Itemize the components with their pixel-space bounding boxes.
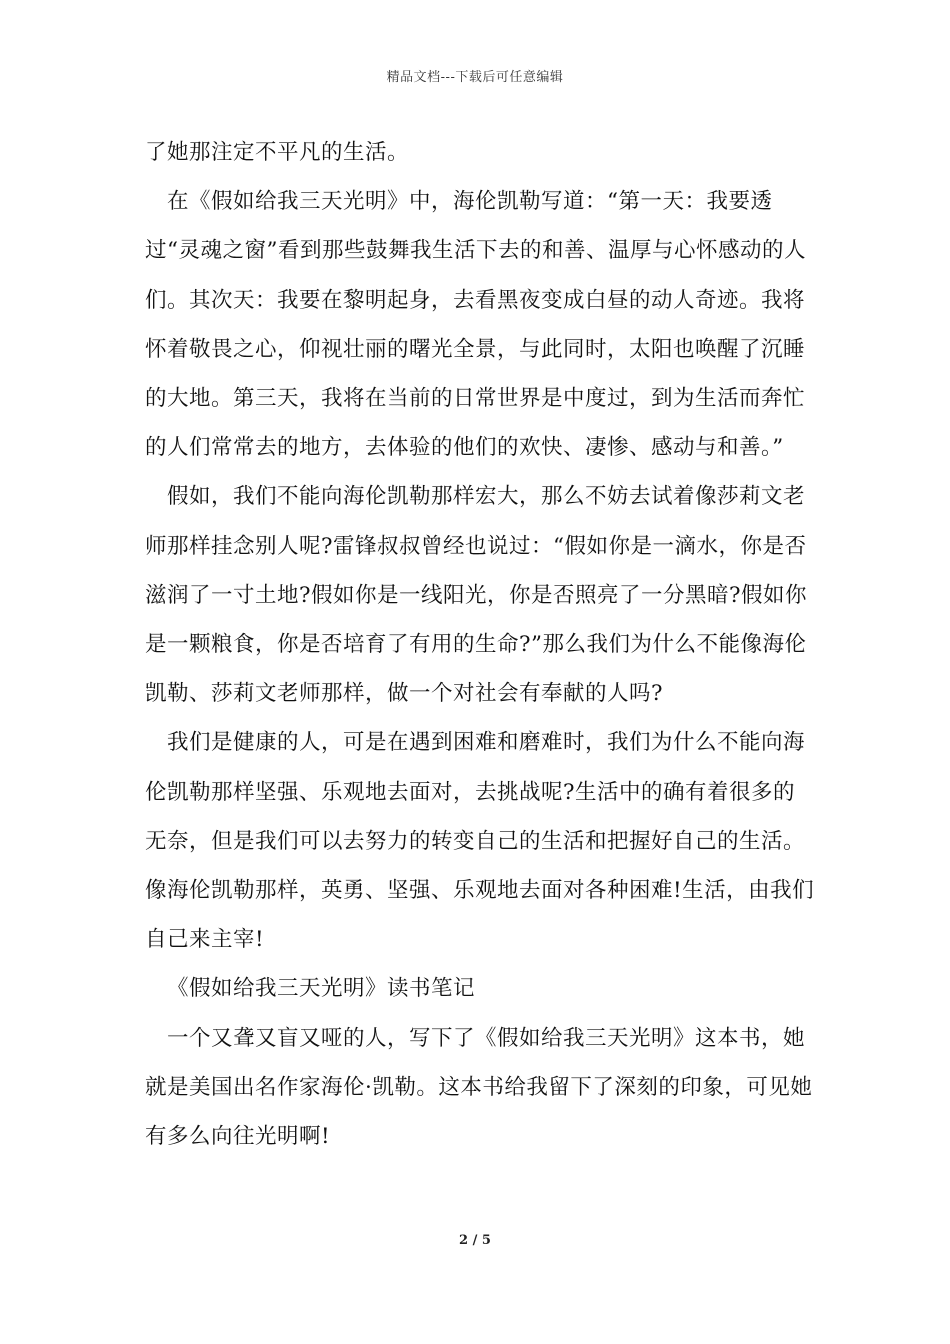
paragraph-sullivan-leifeng: 假如，我们不能向海伦凯勒那样宏大，那么不妨去试着像莎莉文老师那样挂念别人呢?雷锋叔叔曾经也说过：“假如你是一滴水，你是否滋润了一寸土地?假如你是一线阳光，你是否照亮了一分黑暗?假如你是一颗粮食，你是否培育了有用的生命?”那么我们为什么不能像海伦凯勒、莎莉文老师那样，做一个对社会有奉献的人吗? (145, 484, 808, 707)
paragraph-quote-three-days: 在《假如给我三天光明》中，海伦凯勒写道：“第一天：我要透过“灵魂之窗”看到那些鼓舞我生活下去的和善、温厚与心怀感动的人们。其次天：我要在黎明起身，去看黑夜变成白昼的动人奇迹。我将怀着敬畏之心，仰视壮丽的曙光全景，与此同时，太阳也唤醒了沉睡的大地。第三天，我将在当前的日常世界是中度过，到为生活而奔忙的人们常常去的地方，去体验的他们的欢快、凄惨、感动与和善。” (145, 189, 806, 461)
paragraph-healthy-people: 我们是健康的人，可是在遇到困难和磨难时，我们为什么不能向海伦凯勒那样坚强、乐观地去面对，去挑战呢?生活中的确有着很多的无奈，但是我们可以去努力的转变自己的生活和把握好自己的生活。像海伦凯勒那样，英勇、坚强、乐观地去面对各种困难!生活，由我们自己来主宰! (145, 730, 815, 953)
paragraph-deaf-blind-author: 一个又聋又盲又哑的人，写下了《假如给我三天光明》这本书，她就是美国出名作家海伦·凯勒。这本书给我留下了深刻的印象，可见她有多么向往光明啊! (145, 1025, 813, 1150)
page-header: 精品文档---下载后可任意编辑 (386, 70, 564, 85)
page-number: 2 / 5 (459, 1233, 491, 1248)
section-heading-reading-notes: 《假如给我三天光明》读书笔记 (167, 976, 476, 1002)
paragraph-continuation: 了她那注定不平凡的生活。 (145, 140, 410, 165)
document-body (145, 128, 815, 1161)
